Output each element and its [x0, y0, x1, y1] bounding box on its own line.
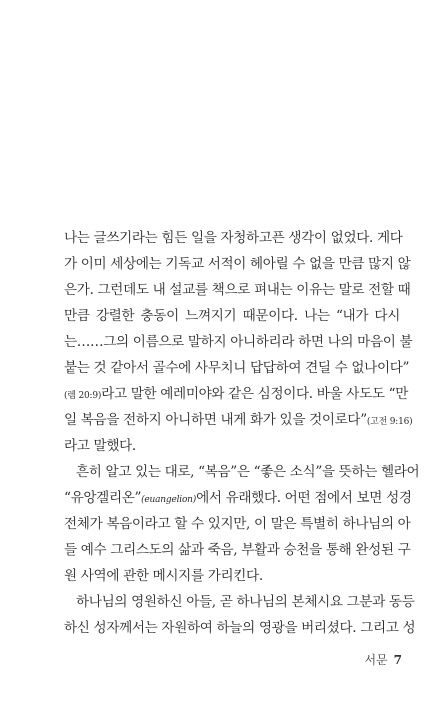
text-line	[64, 381, 408, 407]
text-span: “유앙겔리온”	[64, 490, 142, 506]
text-line: 은가. 그런데도 내 설교를 책으로 펴내는 이유는 말로 전할 때	[64, 282, 411, 298]
page-number: 7	[393, 653, 402, 667]
section-title: 서문	[364, 653, 388, 667]
scripture-reference: (렘 20:9)	[64, 391, 102, 401]
text-line: 원 사역에 관한 메시지를 가리킨다.	[64, 568, 263, 584]
body-text	[64, 225, 420, 641]
text-line: 하신 성자께서는 자원하여 하늘의 영광을 버리셨다. 그리고 성	[64, 620, 416, 636]
text-line: 전체가 복음이라고 할 수 있지만, 이 말은 특별히 하나님의 아	[64, 516, 411, 532]
text-line: 들 예수 그리스도의 삶과 죽음, 부활과 승천을 통해 완성된 구	[64, 542, 411, 558]
text-span: 라고 말한 예레미야와 같은 심정이다. 바울 사도도 “만	[101, 386, 408, 402]
text-line: 나는 글쓰기라는 힘든 일을 자청하고픈 생각이 없었다. 게다	[64, 230, 403, 246]
text-line	[64, 407, 413, 433]
text-line: 라고 말했다.	[64, 438, 136, 454]
text-span: 에서 유래했다. 어떤 점에서 보면 성경	[196, 490, 412, 506]
scripture-reference: (고전 9:16)	[366, 417, 413, 427]
greek-term: (euangelion)	[141, 495, 197, 505]
text-line: 흔히 알고 있는 대로, “복음”은 “좋은 소식”을 뜻하는 헬라어	[76, 464, 420, 480]
text-line	[64, 485, 412, 511]
page-footer	[364, 651, 402, 668]
text-span: 일 복음을 전하지 아니하면 내게 화가 있을 것이로다”	[64, 412, 367, 428]
text-line: 는……그의 이름으로 말하지 아니하리라 하면 나의 마음이 불	[64, 334, 413, 350]
text-line: 하나님의 영원하신 아들, 곧 하나님의 본체시요 그분과 동등	[76, 594, 415, 610]
text-line: 만큼 강렬한 충동이 느껴지기 때문이다. 나는 “내가 다시	[64, 308, 400, 324]
text-line: 가 이미 세상에는 기독교 서적이 헤아릴 수 없을 만큼 많지 않	[64, 256, 411, 272]
text-line: 붙는 것 같아서 골수에 사무치니 답답하여 견딜 수 없나이다”	[64, 360, 410, 376]
